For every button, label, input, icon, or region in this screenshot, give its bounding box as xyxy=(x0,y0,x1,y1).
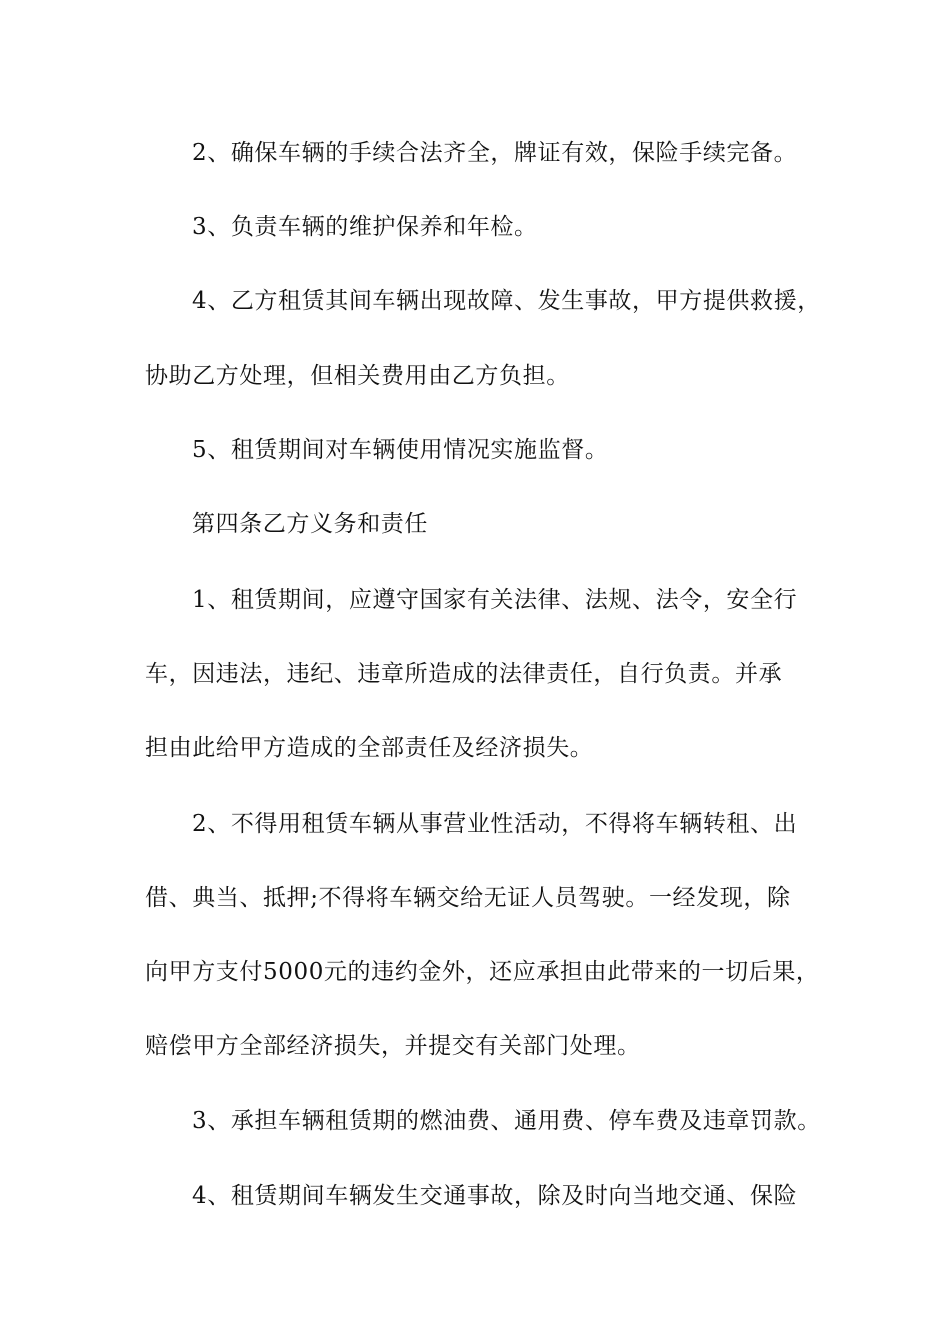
text-line: 4、租赁期间车辆发生交通事故，除及时向当地交通、保险 xyxy=(192,1183,798,1209)
section-heading: 第四条乙方义务和责任 xyxy=(192,511,428,537)
text-line: 2、确保车辆的手续合法齐全，牌证有效，保险手续完备。 xyxy=(192,140,798,166)
text-line: 5、租赁期间对车辆使用情况实施监督。 xyxy=(192,437,609,463)
text-line: 担由此给甲方造成的全部责任及经济损失。 xyxy=(145,735,594,761)
text-line: 3、负责车辆的维护保养和年检。 xyxy=(192,214,538,240)
text-line: 2、不得用租赁车辆从事营业性活动，不得将车辆转租、出 xyxy=(192,811,798,837)
text-line: 赔偿甲方全部经济损失，并提交有关部门处理。 xyxy=(145,1033,641,1059)
text-line: 4、乙方租赁其间车辆出现故障、发生事故，甲方提供救援， xyxy=(192,288,821,314)
text-line: 向甲方支付5000元的违约金外，还应承担由此带来的一切后果， xyxy=(145,959,820,985)
text-line: 车，因违法，违纪、违章所造成的法律责任，自行负责。并承 xyxy=(145,661,783,687)
text-line: 协助乙方处理，但相关费用由乙方负担。 xyxy=(145,363,570,389)
text-line: 借、典当、抵押;不得将车辆交给无证人员驾驶。一经发现，除 xyxy=(145,885,791,911)
text-line: 1、租赁期间，应遵守国家有关法律、法规、法令，安全行 xyxy=(192,587,798,613)
text-line: 3、承担车辆租赁期的燃油费、通用费、停车费及违章罚款。 xyxy=(192,1108,821,1134)
